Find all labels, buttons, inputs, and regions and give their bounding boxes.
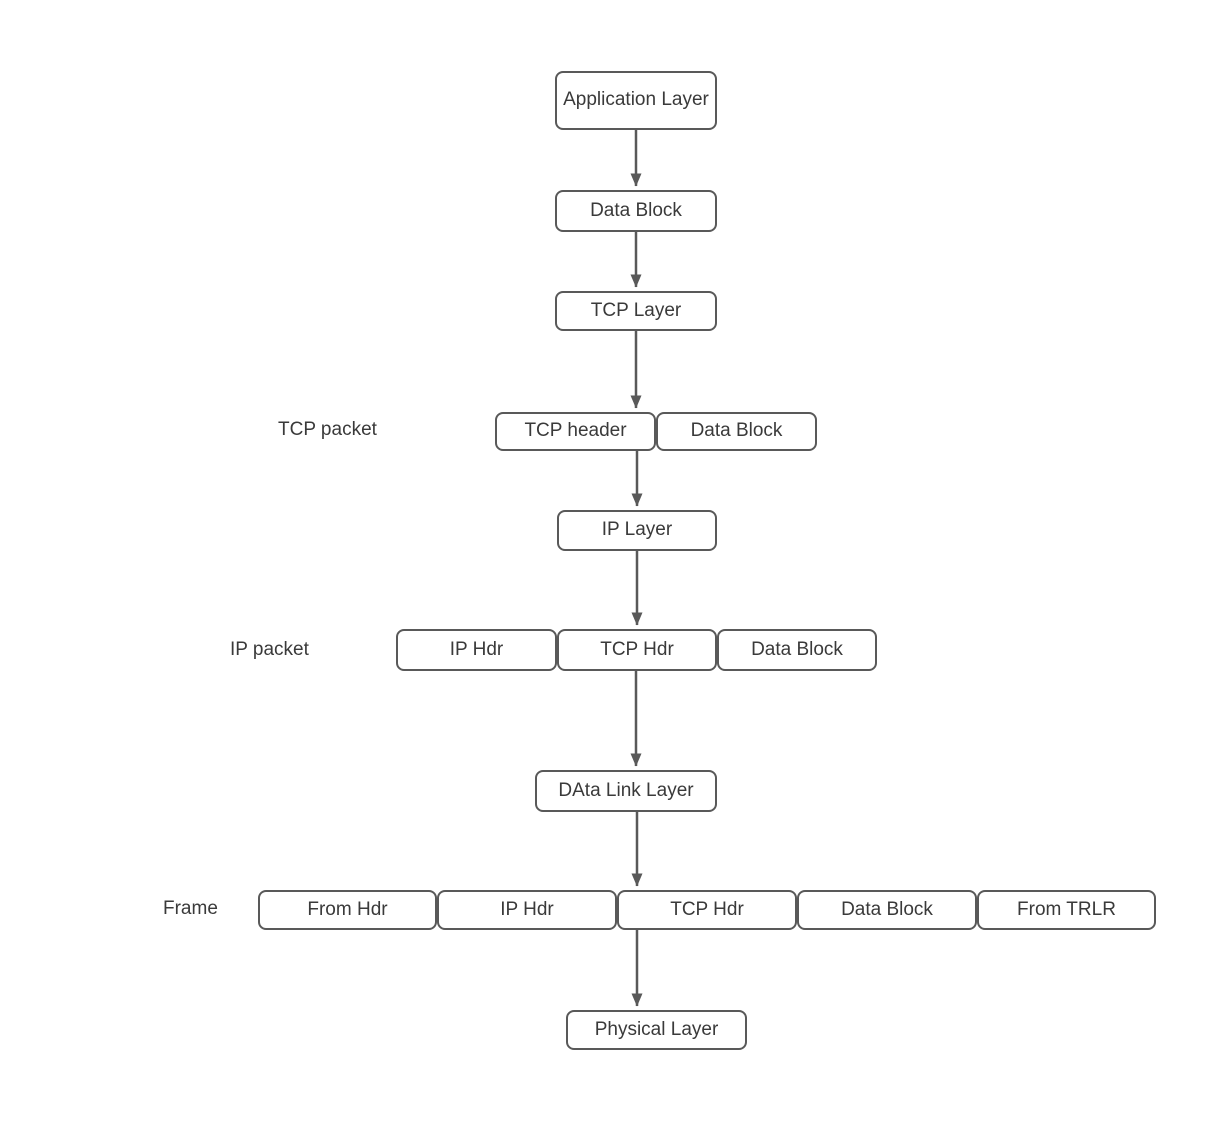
node-from-hdr: From Hdr [258,890,437,930]
node-tcp-header: TCP header [495,412,656,451]
node-data-block-frame: Data Block [797,890,977,930]
node-physical-layer: Physical Layer [566,1010,747,1050]
node-tcp-hdr: TCP Hdr [557,629,717,671]
node-tcp-hdr-frame: TCP Hdr [617,890,797,930]
node-tcp-layer: TCP Layer [555,291,717,331]
node-ip-hdr-frame: IP Hdr [437,890,617,930]
node-data-block-tcp-packet: Data Block [656,412,817,451]
node-application-layer: Application Layer [555,71,717,130]
label-frame: Frame [163,898,218,919]
node-data-link-layer: DAta Link Layer [535,770,717,812]
node-data-block-ip-packet: Data Block [717,629,877,671]
node-ip-layer: IP Layer [557,510,717,551]
label-ip-packet: IP packet [230,639,309,660]
node-ip-hdr: IP Hdr [396,629,557,671]
node-from-trlr: From TRLR [977,890,1156,930]
node-data-block-application: Data Block [555,190,717,232]
label-tcp-packet: TCP packet [278,419,377,440]
